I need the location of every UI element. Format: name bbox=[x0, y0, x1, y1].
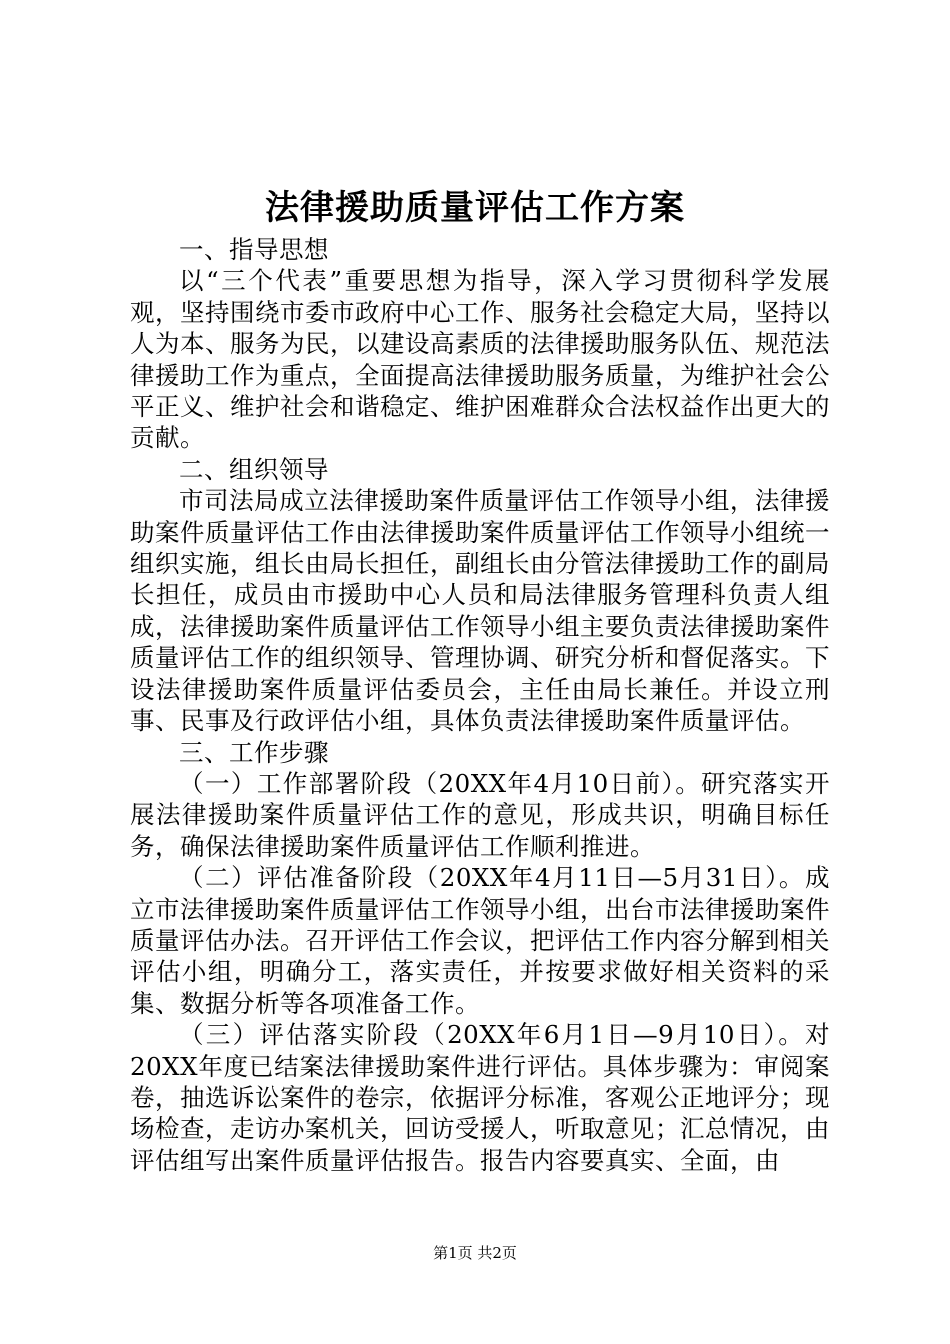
paragraph-step-implementation: （三）评估落实阶段（20XX年6月1日—9月10日）。对20XX年度已结案法律援助案件进行评估。具体步骤为：审阅案卷，抽选诉讼案件的卷宗，依据评分标准，客观公正地评分；现场检查，走访办案机关，回访受援人，听取意见；汇总情况，由评估组写出案件质量评估报告。报告内容要真实、全面，由 bbox=[130, 1020, 830, 1175]
paragraph-step-deployment: （一）工作部署阶段（20XX年4月10日前）。研究落实开展法律援助案件质量评估工作的意见，形成共识，明确目标任务，确保法律援助案件质量评估工作顺利推进。 bbox=[130, 768, 830, 861]
document-body bbox=[130, 234, 830, 1176]
section-heading-work-steps: 三、工作步骤 bbox=[179, 737, 329, 767]
paragraph-step-preparation: （二）评估准备阶段（20XX年4月11日—5月31日）。成立市法律援助案件质量评估工作领导小组，出台市法律援助案件质量评估办法。召开评估工作会议，把评估工作内容分解到相关评估小组，明确分工，落实责任，并按要求做好相关资料的采集、数据分析等各项准备工作。 bbox=[130, 863, 830, 1018]
document-title: 法律援助质量评估工作方案 bbox=[265, 188, 685, 228]
paragraph-guiding-ideology: 以“三个代表”重要思想为指导，深入学习贯彻科学发展观，坚持围绕市委市政府中心工作、服务社会稳定大局，坚持以人为本、服务为民，以建设高素质的法律援助服务队伍、规范法律援助工作为重点，全面提高法律援助服务质量，为维护社会公平正义、维护社会和谐稳定、维护困难群众合法权益作出更大的贡献。 bbox=[130, 266, 830, 453]
section-heading-guiding-ideology: 一、指导思想 bbox=[179, 235, 329, 264]
page-footer: 第1页 共2页 bbox=[433, 1244, 517, 1262]
paragraph-organization: 市司法局成立法律援助案件质量评估工作领导小组，法律援助案件质量评估工作由法律援助案件质量评估工作领导小组统一组织实施，组长由局长担任，副组长由分管法律援助工作的副局长担任，成员由市援助中心人员和局法律服务管理科负责人组成，法律援助案件质量评估工作领导小组主要负责法律援助案件质量评估工作的组织领导、管理协调、研究分析和督促落实。下设法律援助案件质量评估委员会，主任由局长兼任。并设立刑事、民事及行政评估小组，具体负责法律援助案件质量评估。 bbox=[130, 486, 830, 736]
section-heading-organization: 二、组织领导 bbox=[179, 454, 329, 484]
